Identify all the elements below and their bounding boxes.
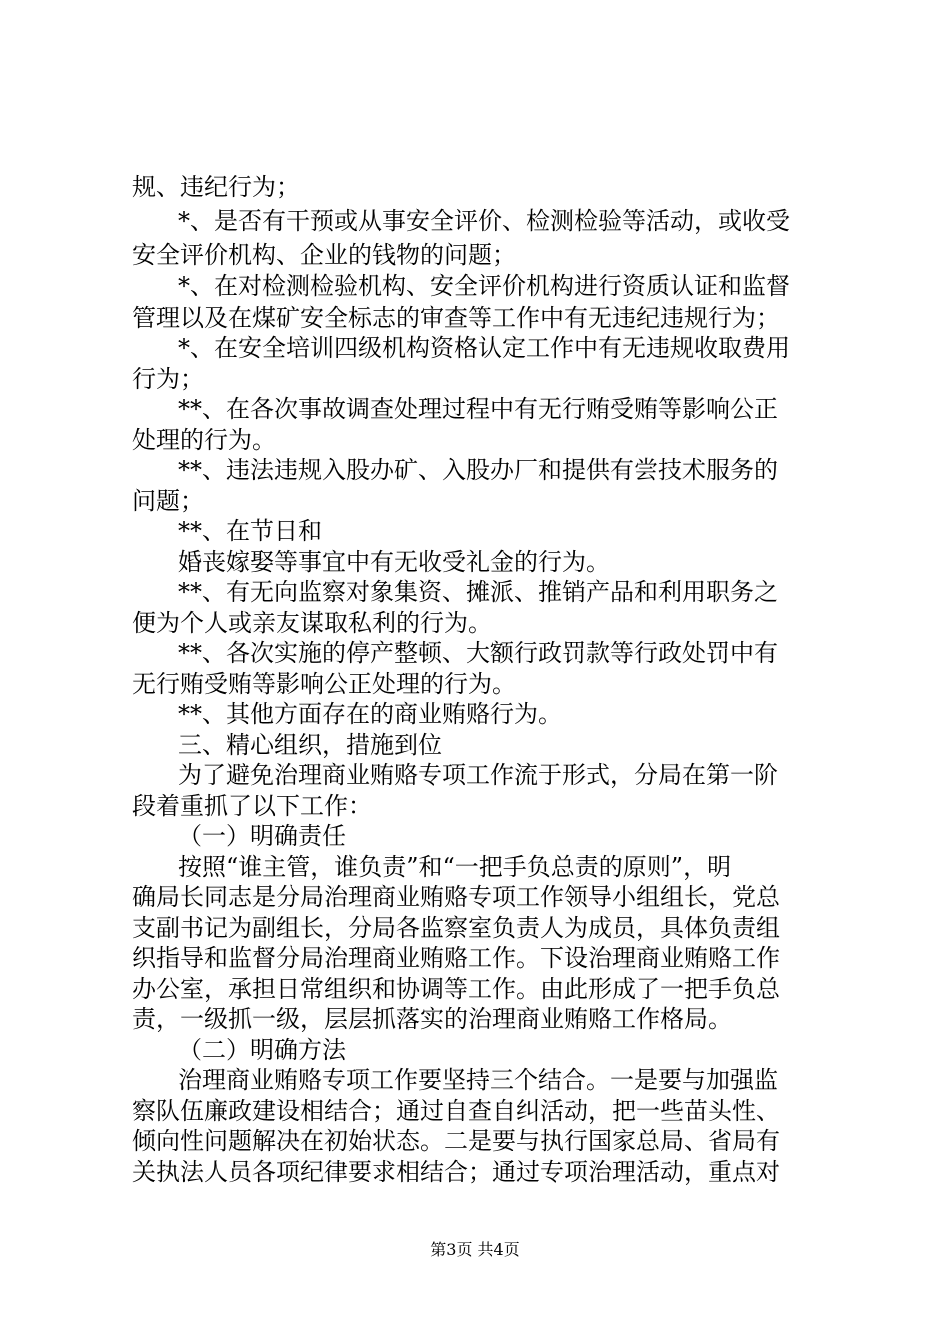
subsection-heading: （二）明确方法 [178, 1036, 346, 1064]
text-line: 织指导和监督分局治理商业贿赂工作。下设治理商业贿赂工作 [132, 944, 780, 972]
text-line: 行为； [132, 365, 204, 393]
text-line: 倾向性问题解决在初始状态。二是要与执行国家总局、省局有 [132, 1127, 780, 1155]
text-line: *、是否有干预或从事安全评价、检测检验等活动，或收受 [178, 207, 790, 235]
text-line: *、在对检测检验机构、安全评价机构进行资质认证和监督 [178, 272, 790, 300]
text-line: 支副书记为副组长，分局各监察室负责人为成员，具体负责组 [132, 914, 780, 942]
text-line: 办公室，承担日常组织和协调等工作。由此形成了一把手负总 [132, 975, 780, 1003]
text-line: **、其他方面存在的商业贿赂行为。 [178, 700, 562, 728]
text-line: 为了避免治理商业贿赂专项工作流于形式，分局在第一阶 [178, 761, 778, 789]
text-line: 确局长同志是分局治理商业贿赂专项工作领导小组组长，党总 [132, 883, 780, 911]
text-line: 问题； [132, 487, 204, 515]
text-line: *、在安全培训四级机构资格认定工作中有无违规收取费用 [178, 334, 790, 362]
subsection-heading: （一）明确责任 [178, 822, 346, 850]
text-line: 便为个人或亲友谋取私利的行为。 [132, 609, 492, 637]
page-number: 第3页 共4页 [430, 1240, 520, 1259]
text-line: 安全评价机构、企业的钱物的问题； [132, 241, 516, 269]
text-line: 规、违纪行为； [132, 173, 300, 201]
text-line: 关执法人员各项纪律要求相结合；通过专项治理活动，重点对 [132, 1158, 780, 1186]
text-line: 察队伍廉政建设相结合；通过自查自纠活动，把一些苗头性、 [132, 1097, 780, 1125]
text-line: **、在节日和 [178, 517, 322, 545]
section-heading: 三、精心组织，措施到位 [178, 731, 442, 759]
text-line: 责，一级抓一级，层层抓落实的治理商业贿赂工作格局。 [132, 1005, 732, 1033]
text-line: **、有无向监察对象集资、摊派、推销产品和利用职务之 [178, 578, 778, 606]
text-line: 按照“谁主管，谁负责”和“一把手负总责的原则”，明 [178, 853, 732, 881]
text-line: **、在各次事故调查处理过程中有无行贿受贿等影响公正 [178, 395, 778, 423]
text-line: 处理的行为。 [132, 426, 276, 454]
text-line: **、各次实施的停产整顿、大额行政罚款等行政处罚中有 [178, 639, 778, 667]
text-line: **、违法违规入股办矿、入股办厂和提供有尝技术服务的 [178, 456, 778, 484]
text-line: 无行贿受贿等影响公正处理的行为。 [132, 670, 516, 698]
text-line: 段着重抓了以下工作： [132, 792, 372, 820]
text-line: 治理商业贿赂专项工作要坚持三个结合。一是要与加强监 [178, 1066, 778, 1094]
text-line: 婚丧嫁娶等事宜中有无收受礼金的行为。 [178, 548, 610, 576]
text-line: 管理以及在煤矿安全标志的审查等工作中有无违纪违规行为； [132, 304, 780, 332]
